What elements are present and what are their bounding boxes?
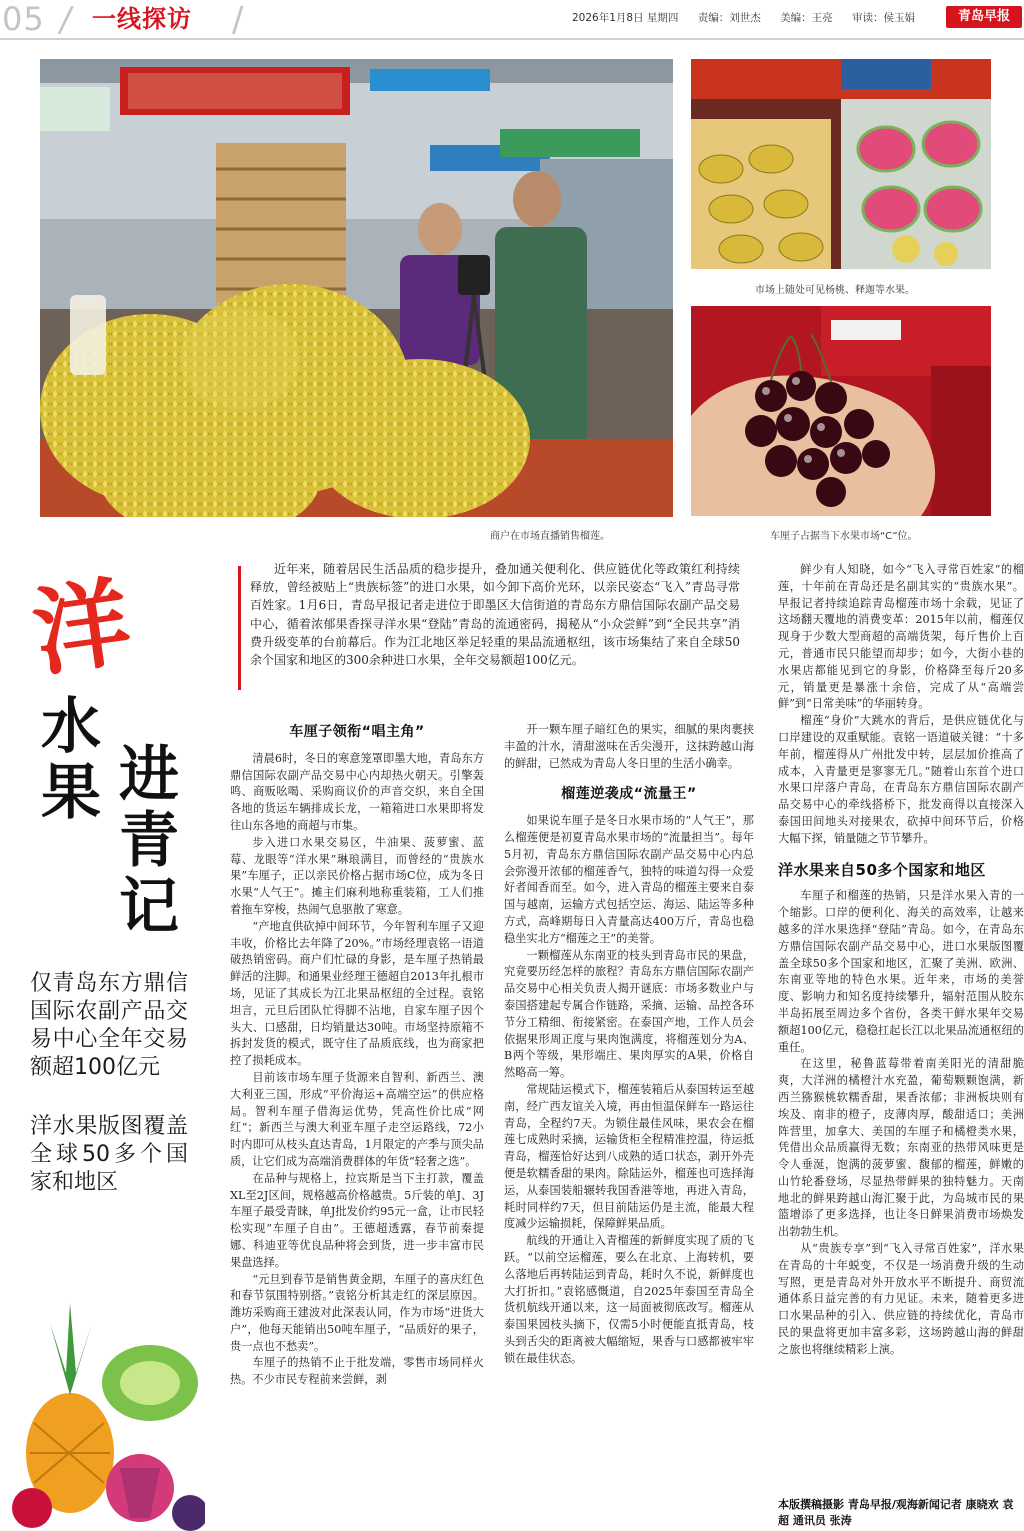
paragraph: 开一颗车厘子暗红色的果实，细腻的果肉裹挟丰盈的汁水，清甜滋味在舌尖漫开，这抹跨越山海的鲜甜，已然成为青岛人冬日里的生活小确幸。 [504, 723, 754, 770]
cherry-image [691, 306, 991, 516]
paragraph: 航线的开通让入青榴莲的新鲜度实现了质的飞跃。“以前空运榴莲，要么在北京、上海转机，要么落地后再转陆运到青岛，耗时久不说，新鲜度也大打折扣。”袁铭感慨道，自2025年泰国至青岛全货机航线开通以来，这一局面被彻底改写。榴莲从泰国果园枝头摘下，仅需5小时便能直抵青岛，枝头到舌尖的距离被大幅缩短，果香与口感都被牢牢锁在最佳状态。 [504, 1234, 754, 1365]
title-column-shuiguo [38, 694, 104, 826]
paragraph: 目前该市场车厘子货源来自智利、新西兰、澳大利亚三国，形成“平价海运+高端空运”的供应格局。智利车厘子借海运优势，凭高性价比成“网红”；新西兰与澳大利亚车厘子走空运路线，72小时内即可从枝头直达青岛，1月限定的产季与顶尖品质，让它们成为高端消费群体的年货“轻奢之选”。 [230, 1070, 484, 1168]
reviewer-credit: 审读：侯玉娟 [851, 12, 915, 24]
lead-accent-bar [238, 566, 241, 690]
durian-livestream-image [40, 59, 673, 517]
title-char: 青 [119, 806, 179, 876]
header-meta [572, 10, 931, 25]
cherry-photo-caption: 车厘子占据当下水果市场“C”位。 [770, 531, 918, 542]
page-number: 05 [2, 0, 45, 38]
editor-credit: 责编：刘世杰 [697, 12, 761, 24]
title-column-jinqingji [116, 742, 182, 940]
subtitle-1: 仅青岛东方鼎信国际农副产品交易中心全年交易额超100亿元 [30, 971, 188, 1080]
title-char: 进 [119, 740, 179, 810]
paragraph: “元旦到春节是销售黄金期，车厘子的喜庆红色和春节氛围特别搭。”袁铭分析其走红的深层原因。潍坊采购商王建波对此深表认同，作为市场“进货大户”，他每天能销出50吨车厘子，“品质好的果子，贵一点也不愁卖”。 [230, 1272, 484, 1353]
paragraph: “产地直供砍掉中间环节，今年智利车厘子又迎丰收，价格比去年降了20%。”市场经理袁铭一语道破热销密码。商户们忙碌的身影，是车厘子热销最鲜活的注脚。和通果业经理王德超自2013年扎根市场，见证了其成长为江北果品枢纽的全过程。袁铭坦言，元旦后团队忙得脚不沾地，自家车厘子因个头大、口感甜，日均销量达30吨。市场坚持原箱不拆封发货的模式，既守住了品质底线，也为商家把控了损耗成本。 [230, 919, 484, 1068]
cherry-photo [691, 306, 991, 516]
fruit-basket-illustration [0, 1283, 205, 1531]
article-column-2 [504, 722, 754, 1367]
paragraph: 常规陆运模式下，榴莲装箱后从泰国转运至越南，经广西友谊关入境，再由恒温保鲜车一路运往青岛，全程约7天。为锁住最佳风味，果农会在榴莲七成熟时采摘，运输货柜全程精准控温，待运抵青岛，榴莲恰好达到八成熟的适口状态，剥开外壳便是软糯香甜的果肉。除陆运外，榴莲也可选择海运，从泰国装船辗转我国香港等地，再进入青岛，耗时同样约7天，但目前陆运仍是主流，能最大程度减少运输损耗，保障鲜果品质。 [504, 1082, 754, 1231]
art-editor-credit: 美编：王亮 [780, 12, 833, 24]
starfruit-photo [691, 59, 991, 269]
main-photo-caption: 商户在市场直播销售榴莲。 [490, 531, 610, 542]
title-char: 水 [41, 692, 101, 762]
title-char: 记 [119, 872, 179, 942]
subtitle-2: 洋水果版图覆盖全球50多个国家和地区 [30, 1114, 188, 1195]
paragraph: 步入进口水果交易区，牛油果、菠萝蜜、蓝莓、龙眼等“洋水果”琳琅满目，而曾经的“贵族水果”车厘子，正以亲民价格占据市场C位，成为冬日水果“人气王”。摊主们麻利地称重装箱，工人们推着拖车穿梭，热闹气息驱散了寒意。 [230, 835, 484, 916]
paragraph: 榴莲“身价”大跳水的背后，是供应链优化与口岸建设的双重赋能。袁铭一语道破关键：“十多年前，榴莲得从广州批发中转，层层加价推高了成本，入青量更是寥寥无几。”随着山东首个进口水果口岸落户青岛，在青岛东方鼎信国际农副产品交易中心的牵线搭桥下，批发商得以直接深入泰国田间地头对接果农，砍掉中间环节后，价格大幅下探，销量随之节节攀升。 [778, 714, 1024, 845]
article-column-1 [230, 724, 484, 1389]
starfruit-photo-caption: 市场上随处可见杨桃、释迦等水果。 [755, 285, 915, 296]
paragraph: 如果说车厘子是冬日水果市场的“人气王”，那么榴莲便是初夏青岛水果市场的“流量担当”。每年5月初，青岛东方鼎信国际农副产品交易中心内总会弥漫开浓郁的榴莲香气，独特的味道勾得一众爱好者闻香而至。如今，进入青岛的榴莲主要来自泰国与越南，运输方式包括空运、海运、陆运等多种方式，高峰期每日入青量高达400万斤，青岛也稳稳坐实北方“榴莲之王”的美誉。 [504, 814, 754, 945]
section-heading-durian: 榴莲逆袭成“流量王” [561, 786, 697, 803]
byline-credit: 本版撰稿摄影 青岛早报/观海新闻记者 康晓欢 袁超 通讯员 张涛 [778, 1498, 1014, 1527]
paragraph: 一颗榴莲从东南亚的枝头到青岛市民的果盘，究竟要历经怎样的旅程？青岛东方鼎信国际农副产品交易中心相关负责人揭开谜底：市场多数业户与泰国搭建起专属合作链路，采摘、运输、品控各环节分工精细、衔接紧密。在泰国产地，工作人员会依据果形周正度与果肉饱满度，将榴莲划分为A、B两个等级，果形端庄、果肉厚实的A果，价格自然略高一筹。 [504, 948, 754, 1080]
header-divider: / [56, 0, 75, 40]
paragraph: 车厘子和榴莲的热销，只是洋水果入青的一个缩影。口岸的便利化、海关的高效率，让越来越多的洋水果选择“登陆”青岛。如今，在青岛东方鼎信国际农副产品交易中心，进口水果版图覆盖全球50多个国家和地区，汇聚了美洲、欧洲、东南亚等地的特色水果。近年来，市场的美誉度、影响力和知名度持续攀升，辐射范围从胶东半岛拓展至周边多个省份，各类干鲜水果年交易额超100亿元，稳稳扛起长江以北果品流通枢纽的重任。 [778, 889, 1024, 1054]
lead-paragraph: 近年来，随着居民生活品质的稳步提升，叠加通关便利化、供应链优化等政策红利持续释放，曾经被贴上“贵族标签”的进口水果，如今卸下高价光环，以亲民姿态“飞入”青岛寻常百姓家。1月6日，青岛早报记者走进位于即墨区大信街道的青岛东方鼎信国际农副产品交易中心，循着浓郁果香探寻洋水果“登陆”青岛的流通密码，揭秘从“小众尝鲜”到“全民共享”消费升级变革的台前幕后。作为江北地区举足轻重的果品流通枢纽，该市场集结了来自全球50余个国家和地区的300余种进口水果，全年交易额超100亿元。 [250, 562, 740, 668]
issue-date: 2026年1月8日 星期四 [572, 12, 679, 24]
article-column-3 [778, 562, 1024, 1359]
header-divider: / [232, 0, 244, 40]
paragraph: 鲜少有人知晓，如今“飞入寻常百姓家”的榴莲，十年前在青岛还是名副其实的“贵族水果”。早报记者持续追踪青岛榴莲市场十余载，见证了这场翻天覆地的消费变革：2015年以前，榴莲仅现身于少数大型商超的高端货架，每斤售价上百元，普通市民只能望而却步；如今，大街小巷的水果店都能见到它的身影，价格降至每斤20多元，销量更是暴涨十余倍，完成了从“高端尝鲜”到“日常美味”的华丽转身。 [778, 563, 1024, 711]
newspaper-logo: 青岛早报 [946, 6, 1022, 28]
paragraph: 在品种与规格上，拉宾斯是当下主打款，覆盖XL至2J区间，规格越高价格越贵。5斤装的单J、3J车厘子最受青睐，单J批发价约95元一盒，让市民轻松实现“车厘子自由”。王德超透露，春节前秦提娜、科迪亚等优良品种将会到货，进一步丰富市民果盘选择。 [230, 1171, 484, 1269]
paragraph: 从“贵族专享”到“飞入寻常百姓家”，洋水果在青岛的十年蜕变，不仅是一场消费升级的生动写照，更是青岛对外开放水平不断提升、商贸流通体系日益完善的有力见证。未来，随着更多进口水果品种的引入、供应链的持续优化，青岛市民的果盘将更加丰富多彩，这场跨越山海的鲜甜之旅也将继续精彩上演。 [778, 1242, 1024, 1356]
section-heading-origins: 洋水果来自50多个国家和地区 [778, 860, 986, 879]
paragraph: 车厘子的热销不止于批发端，零售市场同样火热。不少市民专程前来尝鲜，剥 [230, 1356, 484, 1387]
starfruit-image [691, 59, 991, 269]
title-char: 果 [41, 758, 101, 828]
paragraph: 在这里，秘鲁蓝莓带着南美阳光的清甜脆爽，大洋洲的橘橙汁水充盈，葡萄颗颗饱满，新西兰猕猴桃软糯香甜，果香浓郁；非洲板块则有埃及、南非的橙子，皮薄肉厚，酸甜适口；美洲阵营里，加拿大、美国的车厘子和橘橙类水果，凭借出众品质赢得无数；东南亚的热带风味更是令人垂涎，饱满的菠萝蜜、馥郁的榴莲，鲜嫩的山竹轮番登场，尽显热带鲜果的独特魅力。天南地北的鲜果跨越山海汇聚于此，为岛城市民的果篮增添了更多选择，也让冬日鲜果消费市场焕发出勃勃生机。 [778, 1057, 1024, 1239]
paragraph: 清晨6时，冬日的寒意笼罩即墨大地，青岛东方鼎信国际农副产品交易中心内却热火朝天。引擎轰鸣、商贩吆喝、采购商议价的声音交织，来自全国各地的货运车辆排成长龙，一箱箱进口水果即将发往山东各地的商超与市集。 [230, 751, 484, 832]
fruit-basket-icon [0, 1283, 205, 1531]
main-photo [40, 59, 673, 517]
title-char-yang: 洋 [26, 564, 138, 691]
section-heading-cherry: 车厘子领衔“唱主角” [289, 724, 425, 740]
section-title: 一线探访 [92, 5, 192, 33]
page-header [0, 0, 1024, 40]
